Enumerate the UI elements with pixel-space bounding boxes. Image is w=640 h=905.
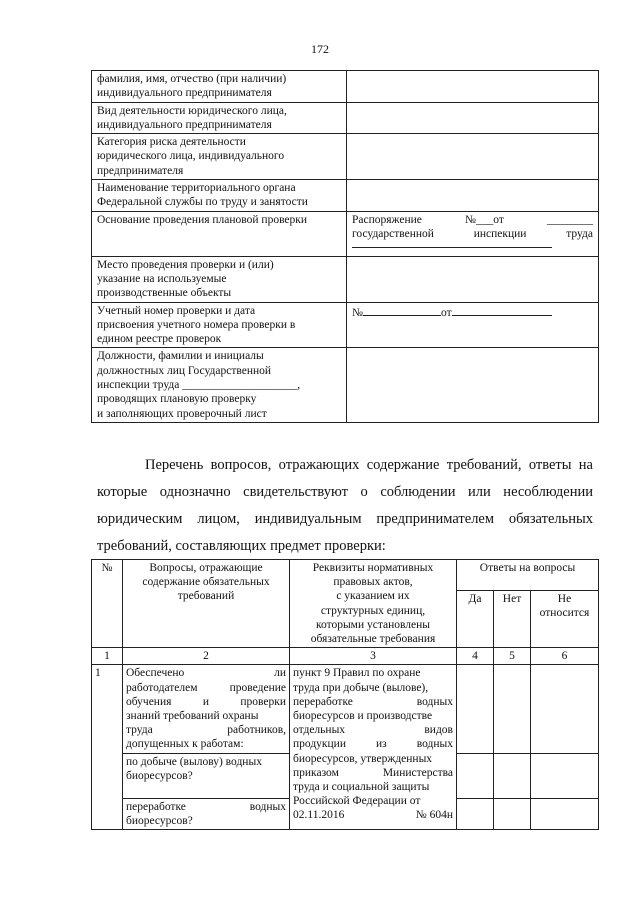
answer-no-cell[interactable] [494, 665, 531, 753]
q-header-questions: Вопросы, отражающие содержание обязательных требований [123, 560, 290, 648]
info-value[interactable] [347, 348, 599, 422]
info-row-activity [92, 102, 599, 134]
inspection-info-table [91, 70, 599, 423]
questions-table [91, 559, 599, 830]
reg-number-label: № [352, 306, 363, 319]
page-number: 172 [311, 42, 329, 56]
reg-number-line [363, 304, 441, 316]
q-header-yes: Да [457, 591, 494, 648]
info-row-territorial-body [92, 180, 599, 212]
info-label: Основание проведения плановой проверки [92, 211, 347, 256]
q-requisite: пункт 9 Правил по охране труда при добыче (вылове), переработке водных биоресурсов и производстве отдельных видов продукции из водных биоресурсов, утвержденных приказом Министерства труда и социальной защиты Российской Федерации от 02.11.2016 № 604н [290, 665, 457, 830]
q-header-no: Нет [494, 591, 531, 648]
info-label: Учетный номер проверки и дата присвоения учетного номера проверки в едином реестре проверок [92, 302, 347, 348]
answer-na-cell[interactable] [531, 753, 599, 798]
info-row-inspection-basis [92, 211, 599, 256]
info-value[interactable] [347, 134, 599, 180]
q-question-sub-2: переработке водных биоресурсов? [123, 798, 290, 829]
q-question-sub-1: по добыче (вылову) водных биоресурсов? [123, 753, 290, 798]
info-value[interactable] [347, 180, 599, 212]
info-label: фамилия, имя, отчество (при наличии) индивидуального предпринимателя [92, 71, 347, 103]
answer-yes-cell[interactable] [457, 665, 494, 753]
info-value[interactable] [347, 256, 599, 302]
q-col-number-row: 1 2 3 4 5 6 [92, 648, 599, 665]
info-row-name [92, 71, 599, 103]
info-value-registration[interactable] [347, 302, 599, 348]
q-row-number: 1 [92, 665, 123, 830]
answer-no-cell[interactable] [494, 798, 531, 829]
q-header-answers: Ответы на вопросы [457, 560, 599, 591]
answer-na-cell[interactable] [531, 665, 599, 753]
info-label: Место проведения проверки и (или) указание на используемые производственные объекты [92, 256, 347, 302]
order-underline [352, 241, 552, 248]
info-value[interactable] [347, 102, 599, 134]
order-word: Распоряжение [352, 213, 422, 226]
info-label: Должности, фамилии и инициалы должностных лиц Государственной инспекции труда ____________________, проводящих плановую проверку и заполняющих проверочный лист [92, 348, 347, 422]
info-row-risk [92, 134, 599, 180]
q-header-row [92, 560, 599, 591]
reg-date-line [452, 304, 552, 316]
info-label: Наименование территориального органа Федеральной службы по труду и занятости [92, 180, 347, 212]
order-number: №___от [465, 213, 504, 226]
info-label: Категория риска деятельности юридического лица, индивидуального предпринимателя [92, 134, 347, 180]
info-row-registration [92, 302, 599, 348]
table-row [92, 665, 599, 753]
answer-no-cell[interactable] [494, 753, 531, 798]
answer-na-cell[interactable] [531, 798, 599, 829]
answer-yes-cell[interactable] [457, 798, 494, 829]
info-row-inspectors [92, 348, 599, 422]
info-label: Вид деятельности юридического лица, индивидуального предпринимателя [92, 102, 347, 134]
reg-date-label: от [440, 306, 452, 319]
q-question-main: Обеспечено ли работодателем проведение обучения и проверки знаний требований охраны труда работников, допущенных к работам: [123, 665, 290, 753]
info-value-order[interactable]: Распоряжение №___от ________ государственной инспекции труда [347, 211, 599, 256]
q-header-num: № [92, 560, 123, 648]
info-value[interactable] [347, 71, 599, 103]
info-row-location [92, 256, 599, 302]
order-date: ________ [547, 213, 593, 226]
answer-yes-cell[interactable] [457, 753, 494, 798]
questions-intro-paragraph: Перечень вопросов, отражающих содержание требований, ответы на которые однозначно свидетельствуют о соблюдении или несоблюдении юридическим лицом, индивидуальным предпринимателем обязательных требований, составляющих предмет проверки: [97, 456, 593, 554]
q-header-na: Не относится [531, 591, 599, 648]
q-header-requisites: Реквизиты нормативных правовых актов, с указанием их структурных единиц, которыми установлены обязательные требования [290, 560, 457, 648]
